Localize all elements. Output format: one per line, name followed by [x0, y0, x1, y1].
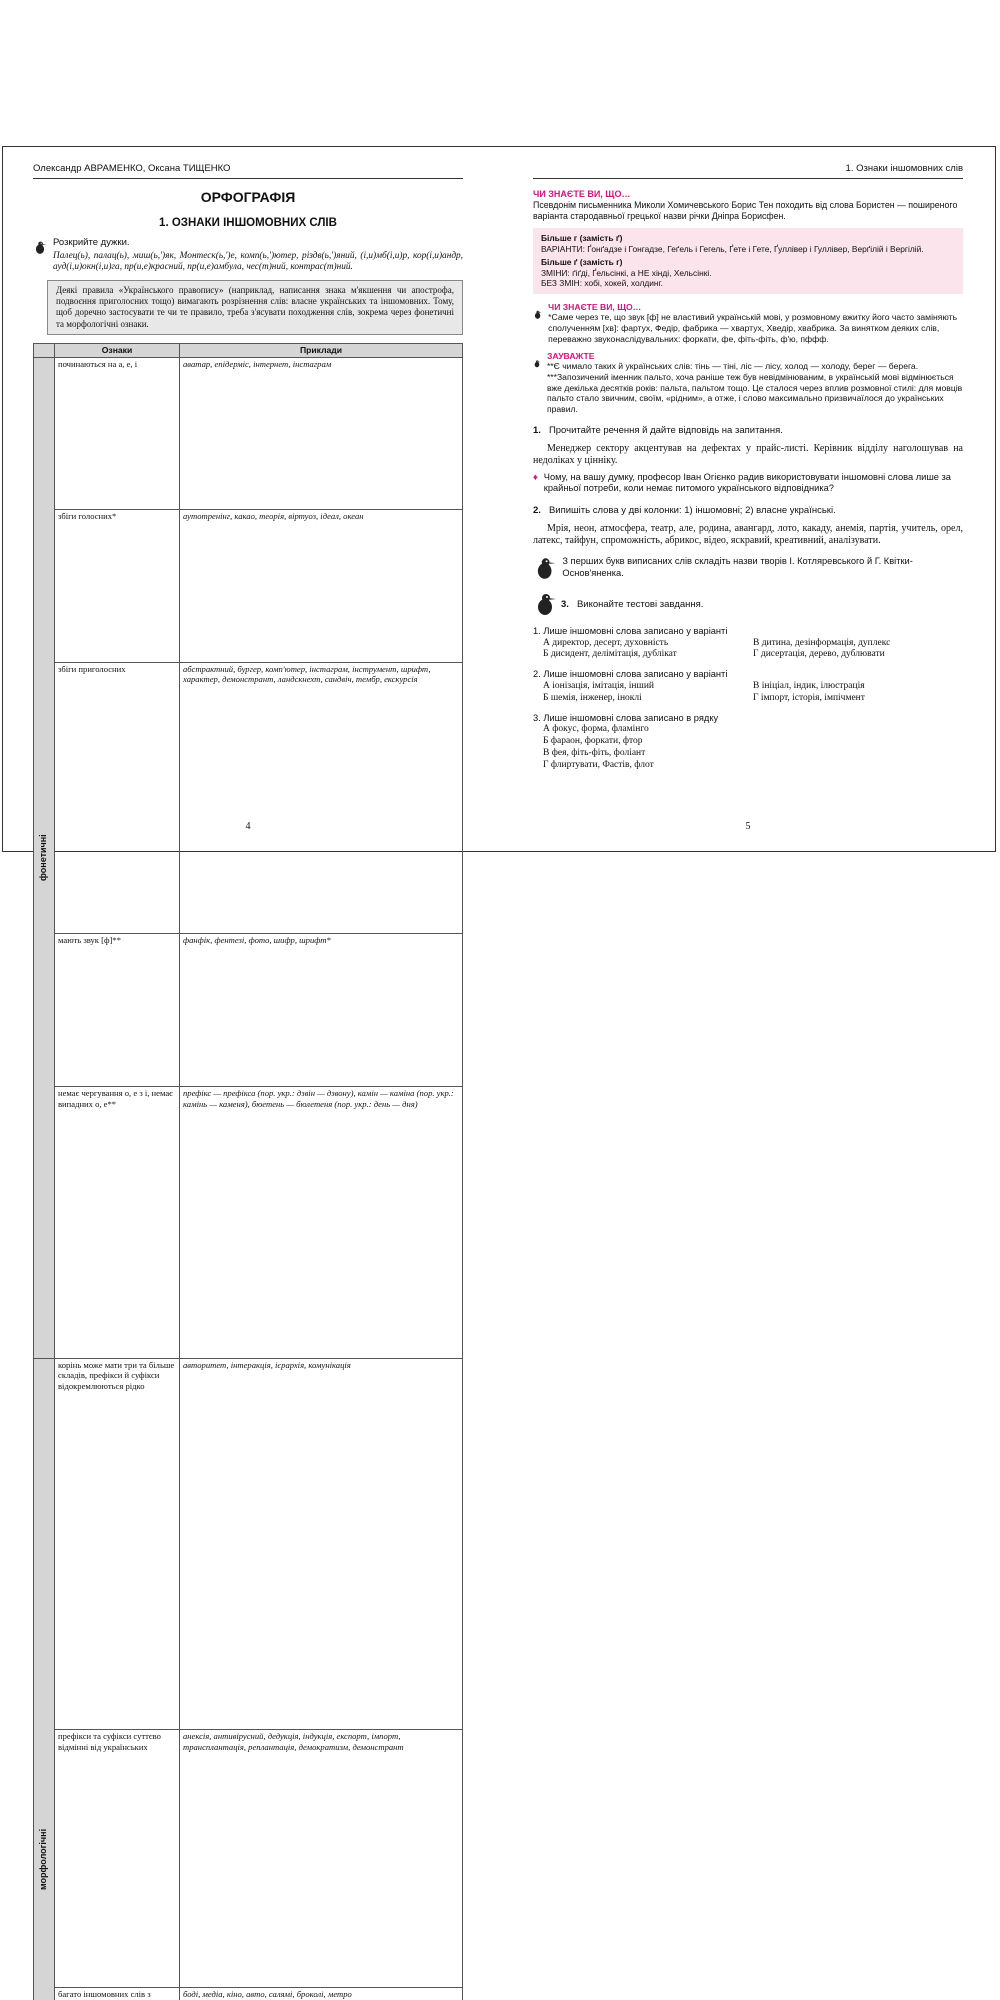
task2-text: Випишіть слова у дві колонки: 1) іншомовні; 2) власне українські.	[549, 505, 836, 516]
left-header	[33, 163, 463, 179]
col-signs: Ознаки	[55, 343, 180, 357]
q-number: 2.	[533, 669, 541, 679]
g-head: Більше г (замість ґ)	[541, 233, 955, 244]
know1-head: ЧИ ЗНАЄТЕ ВИ, ЩО…	[533, 189, 963, 200]
note-text1: **Є чимало таких й українських слів: тінь — тіні, ліс — лісу, холод — холоду, берег — берега.	[547, 361, 963, 372]
example-cell	[180, 1729, 463, 1987]
know-box-1	[533, 189, 963, 222]
example-cell	[180, 1358, 463, 1729]
sign-cell	[55, 1988, 180, 2000]
bird-icon	[533, 556, 556, 582]
task3-text: Виконайте тестові завдання.	[577, 599, 703, 611]
example-cell	[180, 1988, 463, 2000]
page-number: 4	[33, 821, 463, 834]
g2-text2: БЕЗ ЗМІН: хобі, хокей, холдинг.	[541, 278, 955, 289]
q2-text: Лише іншомовні слова записано у варіанті	[543, 669, 727, 679]
note-box	[533, 351, 963, 415]
table-row	[34, 1729, 463, 1987]
bird-icon	[533, 302, 542, 328]
bracket-task	[33, 235, 463, 274]
option[interactable]: Г імпорт, історія, імпічмент	[753, 693, 963, 705]
task2-body: Мрія, неон, атмосфера, театр, але, родина, авангард, лото, какаду, анемія, партія, учитель, орел, латекс, тайфун, спроможність, абрикос, відео, яскравий, креативний, аналізувати.	[533, 523, 963, 548]
bird-icon	[533, 351, 541, 377]
page-number: 5	[533, 821, 963, 834]
option[interactable]: Б шемія, інженер, іноклі	[543, 693, 753, 705]
table-row	[34, 510, 463, 663]
note-head: ЗАУВАЖТЕ	[547, 351, 963, 362]
question-1	[533, 626, 963, 638]
sign-cell: збіги приголосних	[55, 662, 180, 934]
task-2	[533, 505, 963, 517]
example-cell: префікс — префікса (пор. укр.: дзвін — дзвону), камін — каміна (пор. укр.: камінь — каменя), бюетень — бюлетеня (пор. укр.: день — дня)	[180, 1086, 463, 1358]
task1-question	[533, 472, 963, 495]
q1-text: Лише іншомовні слова записано у варіанті	[543, 626, 727, 636]
task1-q: Чому, на вашу думку, професор Іван Огієнко радив використовувати іншомовні слова лише за крайньої потреби, коли немає питомого українського відповідника?	[544, 472, 963, 495]
group-phonetic: фонетичні	[38, 358, 49, 1358]
question-3	[533, 713, 963, 725]
q3-text: Лише іншомовні слова записано в рядку	[543, 713, 718, 723]
table-row	[34, 1086, 463, 1358]
q3-options	[543, 724, 963, 772]
task1-body: Менеджер сектору акцентував на дефектах у прайс-листі. Керівник відділу наголошував на недоліках у цінніку.	[533, 443, 963, 468]
example-cell: аватар, епідерміс, інтернет, інстаграм	[180, 357, 463, 510]
example-cell: фанфік, фентезі, фото, шифр, шрифт*	[180, 934, 463, 1087]
sign-cell	[55, 1358, 180, 1729]
sign-cell: збіги голосних*	[55, 510, 180, 663]
header-author: Олександр АВРАМЕНКО, Оксана ТИЩЕНКО	[33, 163, 230, 175]
table-row	[34, 934, 463, 1087]
option[interactable]: А іонізація, імітація, інший	[543, 681, 753, 693]
option[interactable]: Б фараон, форкати, фтор	[543, 736, 963, 748]
g-box	[533, 228, 963, 294]
right-header	[533, 163, 963, 179]
sign-cell: починаються на а, е, і	[55, 357, 180, 510]
signs-table	[33, 343, 463, 2000]
section-title: 1. ОЗНАКИ ІНШОМОВНИХ СЛІВ	[33, 216, 463, 230]
task-number: 2.	[533, 505, 541, 516]
group-morph	[38, 1359, 49, 2000]
header-section: 1. Ознаки іншомовних слів	[846, 163, 963, 175]
rules-text: Деякі правила «Українського правопису» (наприклад, написання знака м'якшення чи апострофа, подвоєння приголосних тощо) вимагають розрізнення слів: власне українських та іншомовних. Тому, щоб доречно застосувати те чи те правило, треба з'ясувати походження слів, зокрема через фонетичні та морфологічні ознаки.	[56, 285, 454, 329]
task2-note: З перших букв виписаних слів складіть назви творів І. Котляревського й Г. Квітки-Основ'яненка.	[562, 556, 963, 582]
sign-cell	[55, 1729, 180, 1987]
task-number: 1.	[533, 425, 541, 436]
task-open-brackets: Розкрийте дужки.	[53, 237, 463, 249]
know2-head: ЧИ ЗНАЄТЕ ВИ, ЩО…	[548, 302, 963, 313]
question-2	[533, 669, 963, 681]
option[interactable]: А директор, десерт, духовність	[543, 638, 753, 650]
sign-cell: мають звук [ф]**	[55, 934, 180, 1087]
know-box-2	[533, 302, 963, 345]
brackets-text: Палец(ь), палац(ь), миш(ь,')як, Монтеск(ь,')е, комп(ь,')ютер, різдв(ь,')яний, (і,и)мб(і,и)р, кор(і,и)андр, ауд(і,и)окн(і,и)га, пр(и,е)красний, пр(и,е)амбула, чес(т)ний, контрас(т)ний.	[53, 251, 463, 274]
rules-box	[47, 280, 463, 335]
option[interactable]: В ініціал, індик, ілюстрація	[753, 681, 963, 693]
table-row	[34, 662, 463, 934]
table-row	[34, 1358, 463, 1729]
task-1	[533, 425, 963, 437]
know1-text: Псевдонім письменника Миколи Хомичевського Борис Тен походить від слова Бористен — поширеного варіанта стародавньої грецької назви річки Дніпра Борисфен.	[533, 200, 963, 222]
g2-text: ЗМІНИ: ґіґді, Ґельсінкі, а НЕ хінді, Хельсінкі.	[541, 268, 955, 279]
option[interactable]: Г флиртувати, Фастів, флот	[543, 760, 963, 772]
q2-options	[543, 681, 963, 705]
q-number: 3.	[533, 713, 541, 723]
right-page	[533, 163, 963, 833]
know2-text: *Саме через те, що звук [ф] не властивий українській мові, у розмовному вжитку його часто заміняють сполученням [хв]: фартух, Федір, фабрика — хвартух, Хведір, хвабрика. За винятком деяких слів, переважно звуконаслідувальних: форкати, фе, фіть-фіть, ф'ю, пффф.	[548, 312, 963, 344]
task-3	[533, 592, 963, 618]
table-row	[34, 357, 463, 510]
option[interactable]: Б дисидент, делімітація, дублікат	[543, 649, 753, 661]
g2-head: Більше ґ (замість г)	[541, 257, 955, 268]
sign-cell: немає чергування о, е з і, немає випадних о, е**	[55, 1086, 180, 1358]
option[interactable]: В фея, фіть-фіть, фоліант	[543, 748, 963, 760]
page-title: ОРФОГРАФІЯ	[33, 189, 463, 207]
table-header-row	[34, 343, 463, 357]
option[interactable]: В дитина, дезінформація, дуплекс	[753, 638, 963, 650]
diamond-icon: ♦	[533, 472, 538, 495]
example-cell: абстрактний, бургер, комп'ютер, інстаграм, інструмент, шрифт, характер, демонстрант, ландскнехт, сандвіч, тембр, екскурсія	[180, 662, 463, 934]
note-text2: ***Запозичений іменник пальто, хоча раніше теж був невідмінюваним, в українській мові відмінюється вже декілька десятків років: пальта, пальтом тощо. Це сталося через вплив розмовної стилі: для мовців пальто стало звичним, своїм, «рідним», а отже, і слово максимально призвичаїлося до українських правил.	[547, 372, 963, 415]
g-text: ВАРІАНТИ: Ґонґадзе і Гонгадзе, Геґель і Гегель, Ґете і Гете, Ґуллівер і Гуллівер, Верґілій і Вергілій.	[541, 244, 955, 255]
example-cell: аутотренінг, какао, теорія, віртуоз, ідеал, океан	[180, 510, 463, 663]
bird-icon	[533, 592, 557, 618]
option[interactable]: А фокус, форма, фламінго	[543, 724, 963, 736]
task-number: 3.	[561, 599, 569, 611]
left-page	[33, 163, 463, 833]
task1-text: Прочитайте речення й дайте відповідь на запитання.	[549, 425, 783, 436]
task2-note-row	[533, 556, 963, 582]
table-row	[34, 1988, 463, 2000]
col-examples: Приклади	[180, 343, 463, 357]
q-number: 1.	[533, 626, 541, 636]
q1-options	[543, 638, 963, 662]
bird-icon	[33, 235, 47, 261]
option[interactable]: Г дисертація, дерево, дублювати	[753, 649, 963, 661]
